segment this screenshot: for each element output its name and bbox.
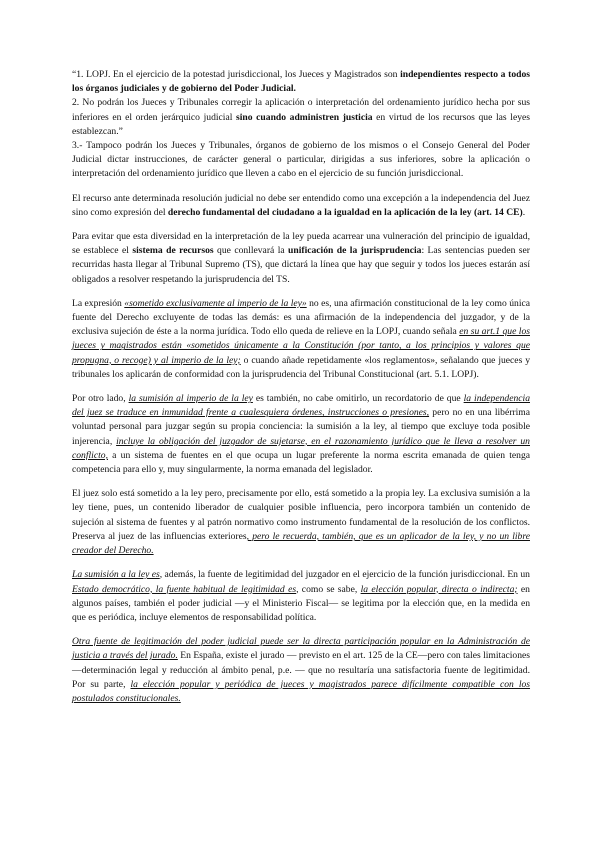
text: Por otro lado, (72, 393, 129, 405)
paragraph-lopj-point-3 (72, 139, 530, 182)
paragraph-sumision (72, 392, 530, 477)
paragraph-juez-sometido (72, 487, 530, 558)
text: a un sistema de fuentes en el que ocupa un lugar preferente la norma escrita emanada de quien tenga competencia para ello y, muy singularmente, la norma emanada del legislador. (72, 449, 530, 476)
emphasis-text: , pero le recuerda, también, que es un aplicador de la ley, y no un libre creador del Derecho. (72, 530, 530, 557)
text: El juez solo está sometido a la ley pero, precisamente por ello, está sometido a la propia ley. La exclusiva sumisión a la ley tiene, pues, un contenido liberador de cualquier posible influencia, pero incorpora también un contenido de sujeción al sistema de fuentes y al patrón normativo como instrumento fundamental de la resolución de los conflictos. Preserva al juez de las influencias exteriores (72, 488, 530, 542)
text: El recurso ante determinada resolución judicial no debe ser entendido como una excepción a la independencia del Juez sino como expresión del (72, 192, 530, 218)
text: Para evitar que esta diversidad en la interpretación de la ley pueda acarrear una vulneración del principio de igualdad, se establece el (72, 231, 530, 257)
paragraph-jurado (72, 635, 530, 706)
text: pero no en una libérrima voluntad personal para juzgar según su propia conciencia: la sumisión a la ley, al tiempo que excluye toda posible injerencia, (72, 407, 530, 447)
emphasis-text: la independencia del juez se traduce en inmunidad frente a cualesquiera órdenes, instrucciones o presiones, (72, 393, 530, 419)
text: o cuando añade repetidamente «los reglamentos», señalando que jueces y tribunales los aplicarán de conformidad con la jurisprudencia del Tribunal Constitucional (art. 5.1. LOPJ). (72, 354, 530, 380)
text: “1. LOPJ. En el ejercicio de la potestad jurisdiccional, los Jueces y Magistrados son (72, 69, 401, 80)
bold-text: independientes respecto a todos los órganos judiciales y de gobierno del Poder Judicial. (72, 69, 530, 95)
emphasis-text: incluye la obligación del juzgador de sujetarse, en el razonamiento jurídico que le lleva a resolver un conflicto, (72, 435, 530, 461)
emphasis-text: en su art.1 que los jueces y magistrados están «sometidos únicamente a la Constitución (por tanto, a los principios y valores que propugna, o recoge) y al imperio de la ley; (72, 326, 530, 366)
text: que conllevará la (213, 245, 289, 257)
paragraph-legitimidad (72, 568, 530, 625)
text: no es, una afirmación constitucional de la ley como única fuente del Derecho excluyente de todas las demás: es una afirmación de la independencia del juzgador, y de la exclusiva sujeción de éste a la norma jurídica. Todo ello queda de relieve en la LOPJ, cuando señala (72, 297, 530, 338)
document-page (72, 68, 530, 716)
emphasis-text: la elección popular y periódica de jueces y magistrados parece difícilmente compatible con los postulados constitucionales. (72, 678, 531, 704)
bold-text: sistema de recursos (132, 245, 214, 257)
emphasis-text: «sometido exclusivamente al imperio de la ley» (124, 297, 307, 309)
emphasis-text: Estado democrático, la fuente habitual de legitimidad es (72, 583, 297, 595)
paragraph-igualdad (72, 230, 530, 287)
text: : Las sentencias pueden ser recurridas hasta llegar al Tribunal Supremo (TS), que dictará la línea que hay que seguir y todos los jueces estarán así obligados a resolver respetando la jurisprudencia del TS. (72, 245, 530, 285)
bold-text: sino cuando administren justicia (236, 111, 373, 123)
text: 3.- Tampoco podrán los Jueces y Tribunales, órganos de gobierno de los mismos o el Consejo General del Poder Judicial dictar instrucciones, de carácter general o particular, dirigidas a sus inferiores, sobre la aplicación o interpretación del ordenamiento jurídico que lleven a cabo en el ejercicio de su función jurisdiccional. (72, 140, 530, 180)
text: en virtud de los recursos que las leyes establezcan.” (72, 111, 530, 137)
emphasis-text: la elección popular, directa o indirecta; (360, 583, 518, 595)
paragraph-recurso (72, 192, 530, 220)
text: . (522, 206, 526, 218)
text: , como se sabe, (296, 583, 361, 595)
bold-text: derecho fundamental del ciudadano a la igualdad en la aplicación de la ley (art. 14 CE) (167, 206, 523, 218)
paragraph-expresion (72, 297, 530, 382)
text: En España, existe el jurado — previsto en el art. 125 de la CE—pero con tales limitaciones —determinación legal y reducción al ámbito penal, p.e. — que no resultaría una satisfactoria fuente de legitimidad. Por su parte, (72, 650, 530, 690)
text: La expresión (72, 297, 125, 309)
emphasis-text: la sumisión al imperio de la ley (128, 393, 253, 405)
paragraph-lopj-article (72, 68, 530, 139)
emphasis-text: La sumisión a la ley es (72, 569, 160, 581)
text: es también, no cabe omitirlo, un recordatorio de que (252, 393, 464, 405)
text: 2. No podrán los Jueces y Tribunales corregir la aplicación o interpretación del ordenamiento jurídico hecha por sus inferiores en el orden jerárquico judicial (72, 97, 530, 123)
bold-text: unificación de la jurisprudencia (288, 245, 422, 257)
text: en algunos países, también el poder judicial —y el Ministerio Fiscal— se legitima por la elección que, en la medida en que es periódica, incluye elementos de responsabilidad política. (72, 583, 530, 623)
text: , además, la fuente de legitimidad del juzgador en el ejercicio de la función jurisdiccional. En un (159, 569, 530, 581)
emphasis-text: Otra fuente de legitimación del poder judicial puede ser la directa participación popular en la Administración de justicia a través del jurado. (72, 636, 530, 662)
